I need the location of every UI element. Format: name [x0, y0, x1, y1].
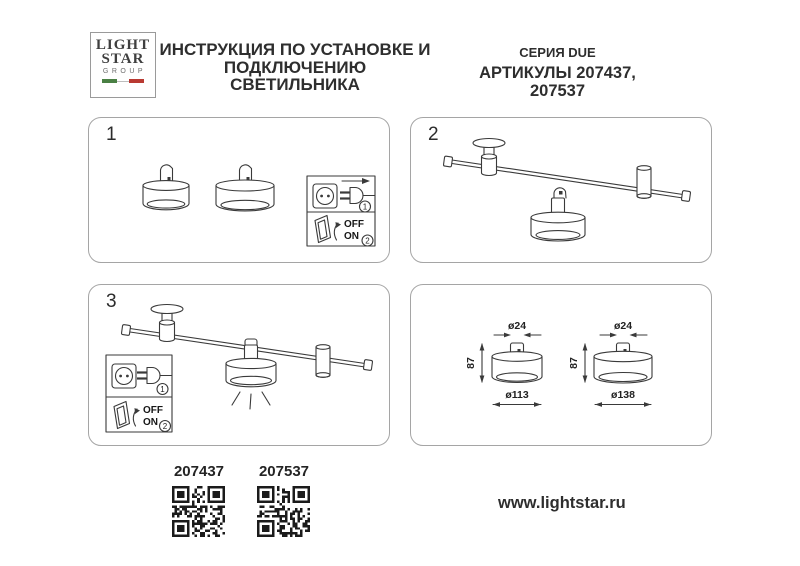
off-label: OFF	[344, 219, 364, 230]
series-block	[455, 45, 660, 100]
step-3-drawing	[89, 285, 389, 444]
title-line-1: ИНСТРУКЦИЯ ПО УСТАНОВКЕ И	[159, 40, 431, 59]
power-instruction-box	[106, 355, 172, 432]
dim-diameter-large: ø138	[611, 389, 635, 401]
qr-code-article-1	[172, 486, 225, 537]
step-1-drawing	[89, 118, 389, 261]
flag-green	[102, 79, 117, 83]
ceiling-canopy-drawing	[473, 139, 505, 176]
italian-flag-icon	[91, 79, 155, 83]
lamp-113-dimension-drawing	[465, 320, 542, 407]
flag-red	[129, 79, 144, 83]
switch-icon	[114, 402, 140, 429]
step-2-panel	[410, 117, 712, 263]
rail-standoff-drawing	[316, 345, 330, 378]
dim-height-large: 87	[568, 357, 580, 369]
articles-line-2: 207537	[529, 82, 586, 100]
power-instruction-box	[307, 176, 375, 246]
qr-code-article-2	[257, 486, 310, 537]
dim-top-diameter-large: ø24	[613, 320, 633, 332]
step-3-panel	[88, 284, 390, 446]
step-3-number: 3	[106, 291, 117, 312]
off-label: OFF	[143, 405, 163, 416]
lamp-138-drawing	[216, 165, 274, 211]
lamp-138-dimension-drawing	[568, 320, 652, 407]
dim-height-small: 87	[465, 357, 477, 369]
dim-diameter-small: ø113	[505, 389, 529, 401]
title-line-2: ПОДКЛЮЧЕНИЮ СВЕТИЛЬНИКА	[223, 57, 367, 94]
on-label: ON	[344, 231, 359, 242]
page-title	[158, 41, 432, 94]
step-circle-2: 2	[365, 236, 370, 246]
step-circle-1: 1	[362, 202, 368, 212]
dim-top-diameter-small: ø24	[507, 320, 527, 332]
step-2-drawing	[411, 118, 711, 261]
socket-icon	[112, 364, 136, 388]
dimensions-drawing	[411, 285, 711, 444]
lightstar-logo	[90, 32, 156, 98]
article-number-2: 207537	[258, 463, 310, 480]
article-number-1: 207437	[173, 463, 225, 480]
lamp-with-hook-drawing	[531, 188, 585, 241]
lamp-113-drawing	[143, 165, 189, 210]
plug-icon	[137, 368, 172, 384]
logo-word-group: GROUP	[102, 68, 147, 75]
mounted-lamp-drawing	[226, 339, 276, 387]
track-rail-drawing	[443, 156, 690, 202]
step-2-number: 2	[428, 124, 439, 145]
socket-icon	[313, 184, 337, 208]
on-label: ON	[143, 417, 158, 428]
rail-standoff-drawing	[637, 166, 651, 199]
switch-icon	[315, 216, 341, 243]
arrow-icon	[342, 178, 370, 184]
step-1-number: 1	[106, 124, 117, 145]
website-url: www.lightstar.ru	[498, 494, 626, 512]
dimensions-panel	[410, 284, 712, 446]
logo-word-light: LIGHT	[95, 37, 151, 53]
light-rays-icon	[232, 392, 270, 409]
plug-icon	[340, 188, 375, 204]
step-1-panel	[88, 117, 390, 263]
series-name: СЕРИЯ DUE	[519, 45, 596, 60]
logo-word-star: STAR	[101, 50, 145, 67]
step-circle-2: 2	[162, 421, 168, 431]
articles-line-1: АРТИКУЛЫ 207437,	[479, 64, 636, 82]
step-circle-1: 1	[160, 384, 165, 394]
